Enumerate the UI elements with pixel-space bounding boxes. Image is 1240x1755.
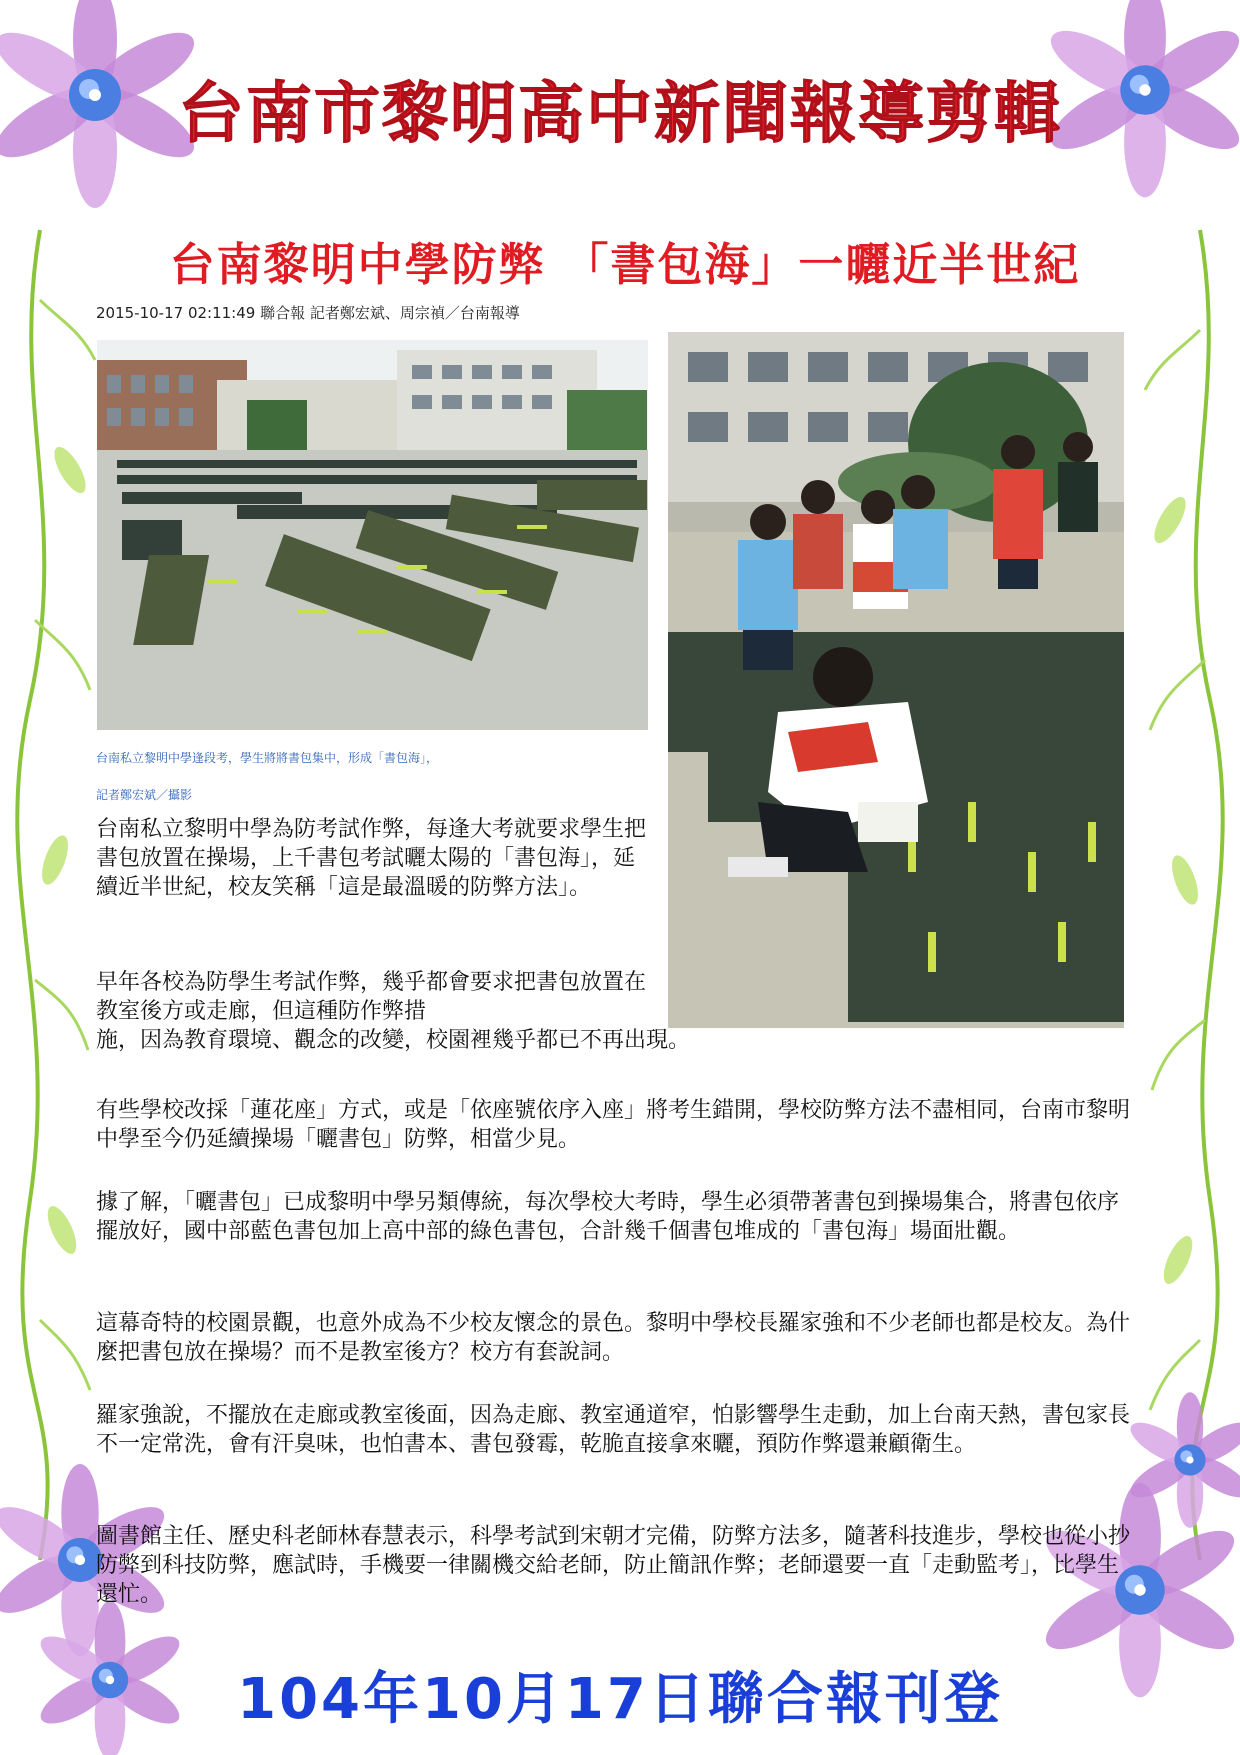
photo-schoolyard-bags xyxy=(97,340,648,730)
left-vine xyxy=(17,230,47,1560)
article-paragraph-2: 早年各校為防學生考試作弊，幾乎都會要求把書包放置在教室後方或走廊，但這種防作弊措 xyxy=(96,970,647,1024)
masthead-title: 台南市黎明高中新聞報導剪輯 xyxy=(178,74,1062,152)
article-paragraph-5: 這幕奇特的校園景觀，也意外成為不少校友懷念的景色。黎明中學校長羅家強和不少老師也都是校友。為什麼把書包放在操場？而不是教室後方？校方有套說詞。 xyxy=(96,1311,1131,1365)
article-paragraph-4: 據了解，「曬書包」已成黎明中學另類傳統，每次學校大考時，學生必須帶著書包到操場集合，將書包依序擺放好，國中部藍色書包加上高中部的綠色書包，合計幾千個書包堆成的「書包海」場面壯觀。 xyxy=(96,1190,1120,1244)
photo-caption-line1: 台南私立黎明中學逢段考，學生將將書包集中，形成「書包海」， xyxy=(96,751,439,765)
photo-caption-line2: 記者鄭宏斌／攝影 xyxy=(96,788,193,802)
article-paragraph-7: 圖書館主任、歷史科老師林春慧表示，科學考試到宋朝才完備，防弊方法多，隨著科技進步，學校也從小抄防弊到科技防弊，應試時，手機要一律關機交給老師，防止簡訊作弊；老師還要一直「走動監考」，比學生還忙。 xyxy=(96,1524,1131,1607)
article-byline: 2015-10-17 02:11:49 聯合報 記者鄭宏斌、周宗禎／台南報導 xyxy=(96,304,520,322)
flower-bottom-left-2 xyxy=(34,1601,186,1755)
article-paragraph-6: 羅家強說，不擺放在走廊或教室後面，因為走廊、教室通道窄，怕影響學生走動，加上台南天熱，書包家長不一定常洗，會有汗臭味，也怕書本、書包發霉，乾脆直接拿來曬，預防作弊還兼顧衛生。 xyxy=(96,1403,1131,1457)
photo-students-bags xyxy=(668,332,1124,1028)
article-paragraph-1: 台南私立黎明中學為防考試作弊，每逢大考就要求學生把書包放置在操場，上千書包考試曬太陽的「書包海」，延續近半世紀，校友笑稱「這是最溫暖的防弊方法」。 xyxy=(96,817,647,900)
publication-footer: 104年10月17日聯合報刊登 xyxy=(237,1667,1003,1732)
article-paragraph-3: 有些學校改採「蓮花座」方式，或是「依座號依序入座」將考生錯開，學校防弊方法不盡相同，台南市黎明中學至今仍延續操場「曬書包」防弊，相當少見。 xyxy=(96,1098,1131,1152)
article-paragraph-2-cont: 施，因為教育環境、觀念的改變，校園裡幾乎都已不再出現。 xyxy=(96,1028,691,1053)
article-headline: 台南黎明中學防弊 「書包海」一曬近半世紀 xyxy=(169,238,1081,291)
